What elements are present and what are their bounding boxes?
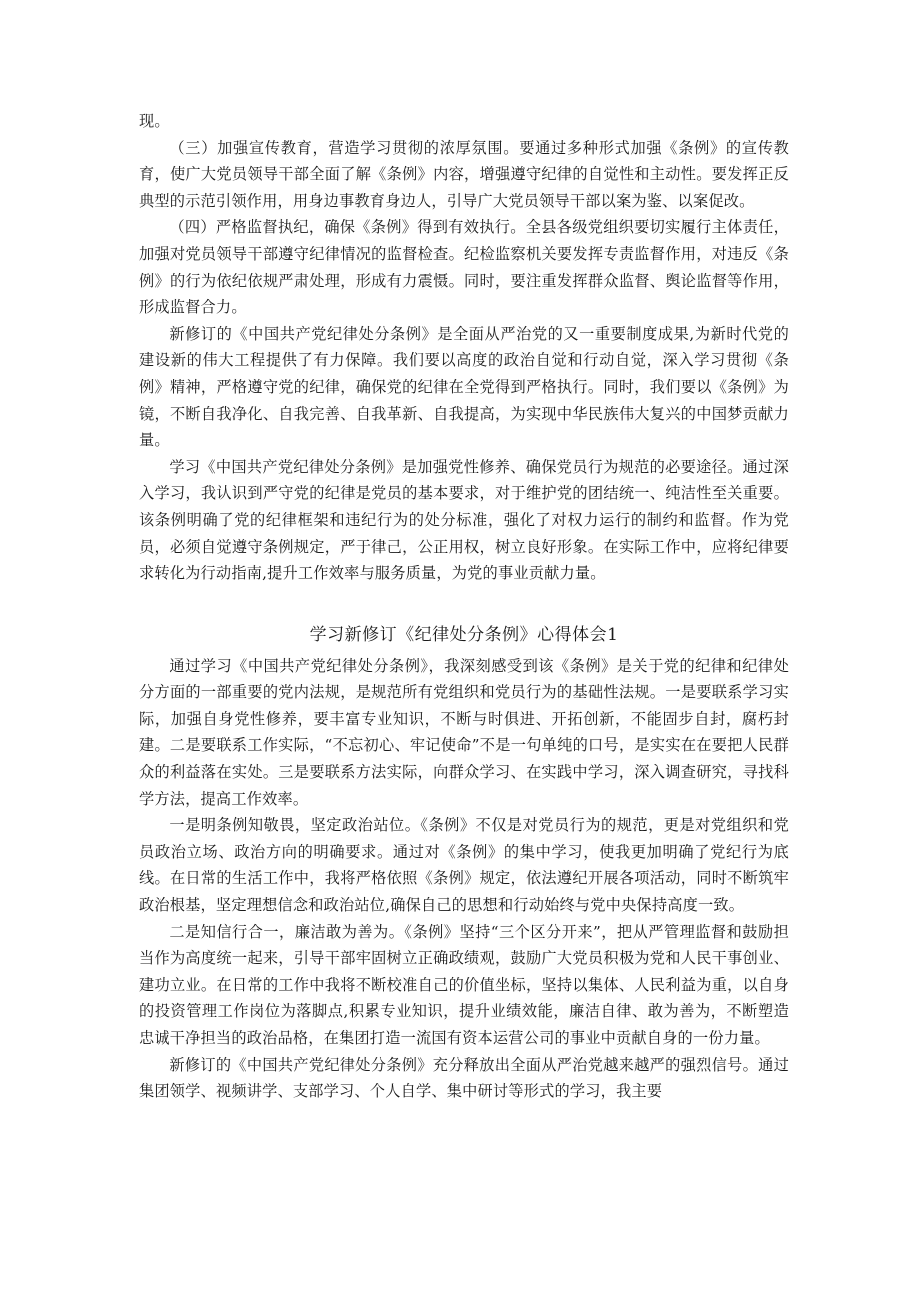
section-reflection bbox=[139, 653, 789, 1105]
paragraph-signal: 新修订的《中国共产党纪律处分条例》充分释放出全面从严治党越来越严的强烈信号。通过集团领学、视频讲学、支部学习、个人自学、集中研讨等形式的学习，我主要 bbox=[139, 1055, 789, 1101]
paragraph-continuation: 现。 bbox=[139, 112, 170, 130]
section-title: 学习新修订《纪律处分条例》心得体会1 bbox=[309, 624, 619, 645]
document-page bbox=[139, 108, 789, 1105]
paragraph-study-summary: 学习《中国共产党纪律处分条例》是加强党性修养、确保党员行为规范的必要途径。通过深入学习，我认识到严守党的纪律是党员的基本要求，对于维护党的团结统一、纯洁性至关重要。该条例明确了党的纪律框架和违纪行为的处分标准，强化了对权力运行的制约和监督。作为党员，必须自觉遵守条例规定，严于律己，公正用权，树立良好形象。在实际工作中，应将纪律要求转化为行动指南,提升工作效率与服务质量，为党的事业贡献力量。 bbox=[139, 457, 789, 583]
paragraph-publicity-education: （三）加强宣传教育，营造学习贯彻的浓厚氛围。要通过多种形式加强《条例》的宣传教育，使广大党员领导干部全面了解《条例》内容，增强遵守纪律的自觉性和主动性。要发挥正反典型的示范引领作用，用身边事教育身边人，引导广大党员领导干部以案为鉴、以案促改。 bbox=[139, 138, 789, 210]
paragraph-regulation-significance: 新修订的《中国共产党纪律处分条例》是全面从严治党的又一重要制度成果,为新时代党的建设新的伟大工程提供了有力保障。我们要以高度的政治自觉和行动自觉，深入学习贯彻《条例》精神，严格遵守党的纪律，确保党的纪律在全党得到严格执行。同时，我们要以《条例》为镜，不断自我净化、自我完善、自我革新、自我提高，为实现中华民族伟大复兴的中国梦贡献力量。 bbox=[139, 324, 789, 450]
paragraph-intro: 通过学习《中国共产党纪律处分条例》，我深刻感受到该《条例》是关于党的纪律和纪律处分方面的一部重要的党内法规，是规范所有党组织和党员行为的基础性法规。一是要联系学习实际，加强自身党性修养，要丰富专业知识，不断与时俱进、开拓创新，不能固步自封，腐朽封建。二是要联系工作实际，“不忘初心、牢记使命”不是一句单纯的口号，是实实在在要把人民群众的利益落在实处。三是要联系方法实际，向群众学习、在实践中学习，深入调查研究，寻找科学方法，提高工作效率。 bbox=[139, 656, 789, 808]
paragraph-point-one: 一是明条例知敬畏，坚定政治站位。《条例》不仅是对党员行为的规范，更是对党组织和党员政治立场、政治方向的明确要求。通过对《条例》的集中学习，使我更加明确了党纪行为底线。在日常的生活工作中，我将严格依照《条例》规定，依法遵纪开展各项活动，同时不断筑牢政治根基，坚定理想信念和政治站位,确保自己的思想和行动始终与党中央保持高度一致。 bbox=[139, 816, 789, 915]
section-continued bbox=[139, 108, 789, 587]
paragraph-supervision: （四）严格监督执纪，确保《条例》得到有效执行。全县各级党组织要切实履行主体责任，加强对党员领导干部遵守纪律情况的监督检查。纪检监察机关要发挥专责监督作用，对违反《条例》的行为依纪依规严肃处理，形成有力震慑。同时，要注重发挥群众监督、舆论监督等作用，形成监督合力。 bbox=[139, 218, 789, 317]
paragraph-point-two: 二是知信行合一，廉洁敢为善为。《条例》坚持“三个区分开来”，把从严管理监督和鼓励担当作为高度统一起来，引导干部牢固树立正确政绩观，鼓励广大党员积极为党和人民干事创业、建功立业。在日常的工作中我将不断校准自己的价值坐标，坚持以集体、人民利益为重，以自身的投资管理工作岗位为落脚点,积累专业知识，提升业绩效能，廉洁自律、敢为善为，不断塑造忠诚干净担当的政治品格，在集团打造一流国有资本运营公司的事业中贡献自身的一份力量。 bbox=[139, 922, 789, 1047]
